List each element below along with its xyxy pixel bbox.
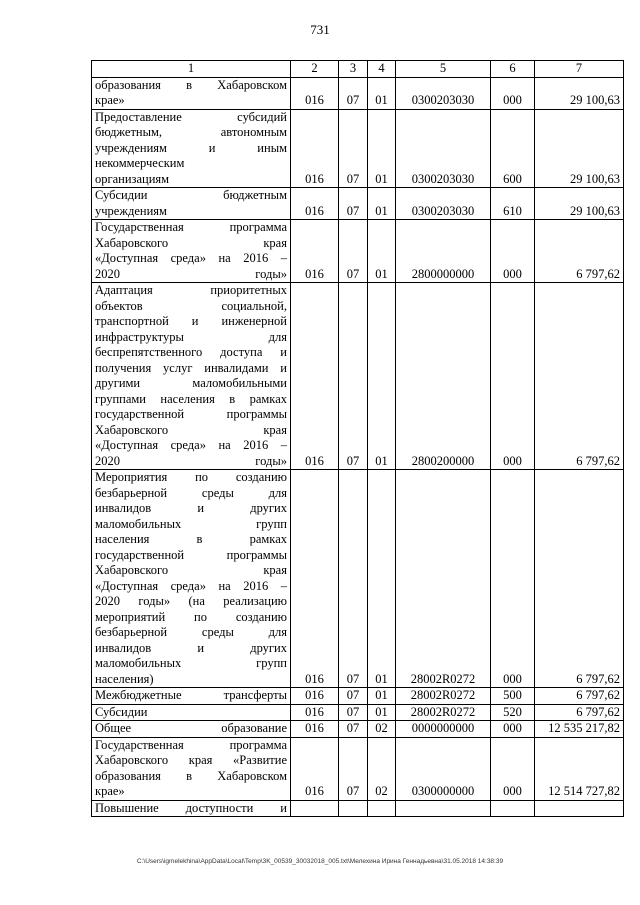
expense-type-code: 000 <box>491 470 535 688</box>
amount: 29 100,63 <box>535 77 624 109</box>
subsection-code: 01 <box>368 109 396 188</box>
table-row <box>92 721 624 738</box>
row-name-line: беспрепятственного доступа и <box>95 345 287 359</box>
section-code: 07 <box>339 109 368 188</box>
subsection-code: 01 <box>368 283 396 470</box>
row-name-line: безбарьерной среды для <box>95 625 287 639</box>
ministry-code: 016 <box>291 77 339 109</box>
row-name-line: населения в рамках <box>95 532 287 546</box>
column-header: 6 <box>491 61 535 78</box>
expense-type-code: 000 <box>491 721 535 738</box>
table-row <box>92 800 624 817</box>
row-name-line: крае» <box>95 93 125 107</box>
row-name-line: Адаптация приоритетных <box>95 283 287 297</box>
target-article-code: 28002R0272 <box>396 470 491 688</box>
row-name-line: бюджетным, автономным <box>95 125 287 139</box>
subsection-code: 01 <box>368 688 396 705</box>
row-name-line: получения услуг инвалидами и <box>95 360 287 375</box>
table-header-row <box>92 61 624 78</box>
subsection-code: 01 <box>368 188 396 220</box>
target-article-code: 2800000000 <box>396 220 491 283</box>
amount: 6 797,62 <box>535 220 624 283</box>
row-name-line: инфраструктуры для <box>95 329 287 344</box>
table-row <box>92 737 624 800</box>
table-row <box>92 220 624 283</box>
target-article-code <box>396 800 491 817</box>
row-name <box>92 688 291 705</box>
row-name-line: 2020 годы» <box>95 453 287 468</box>
row-name-line: Повышение доступности и <box>95 800 287 815</box>
target-article-code: 2800200000 <box>396 283 491 470</box>
row-name-line: государственной программы <box>95 407 287 421</box>
row-name <box>92 737 291 800</box>
ministry-code: 016 <box>291 188 339 220</box>
row-name-line: «Доступная среда» на 2016 – <box>95 438 287 452</box>
ministry-code: 016 <box>291 470 339 688</box>
amount: 12 514 727,82 <box>535 737 624 800</box>
page-number: 731 <box>310 22 330 37</box>
target-article-code: 0300203030 <box>396 109 491 188</box>
section-code <box>339 800 368 817</box>
section-code: 07 <box>339 77 368 109</box>
target-article-code: 28002R0272 <box>396 704 491 721</box>
amount <box>535 800 624 817</box>
amount: 6 797,62 <box>535 688 624 705</box>
row-name <box>92 109 291 188</box>
amount: 6 797,62 <box>535 704 624 721</box>
subsection-code: 01 <box>368 470 396 688</box>
row-name-line: мероприятий по созданию <box>95 609 287 624</box>
expense-type-code: 000 <box>491 77 535 109</box>
ministry-code: 016 <box>291 283 339 470</box>
target-article-code: 28002R0272 <box>396 688 491 705</box>
column-header: 4 <box>368 61 396 78</box>
row-name-line: Государственная программа <box>95 220 287 234</box>
table-row <box>92 283 624 470</box>
row-name-line: Субсидии <box>95 704 148 719</box>
subsection-code: 01 <box>368 220 396 283</box>
expense-type-code: 500 <box>491 688 535 705</box>
row-name-line: Хабаровского края <box>95 422 287 437</box>
row-name-line: транспортной и инженерной <box>95 314 287 328</box>
expense-type-code <box>491 800 535 817</box>
target-article-code: 0000000000 <box>396 721 491 738</box>
row-name-line: 2020 годы» (на реализацию <box>95 594 287 608</box>
row-name-line: Хабаровского края «Развитие <box>95 753 287 767</box>
row-name <box>92 188 291 220</box>
subsection-code: 01 <box>368 704 396 721</box>
table-row <box>92 704 624 721</box>
table-row <box>92 109 624 188</box>
row-name-line: инвалидов и других <box>95 640 287 655</box>
row-name-line: 2020 годы» <box>95 266 287 281</box>
subsection-code: 01 <box>368 77 396 109</box>
file-path-footer: C:\Users\igmelekhina\AppData\Local\Temp\3K_00539_30032018_005.txt\Мелехина Ирина Геннадьевна\31.05.2018 14:38:39 <box>136 858 504 865</box>
row-name <box>92 721 291 738</box>
row-name-line: населения) <box>95 671 154 686</box>
row-name-line: образования в Хабаровском <box>95 77 287 92</box>
row-name-line: Хабаровского края <box>95 235 287 250</box>
table-row <box>92 77 624 109</box>
row-name-line: инвалидов и других <box>95 501 287 515</box>
ministry-code <box>291 800 339 817</box>
subsection-code: 02 <box>368 737 396 800</box>
column-header: 7 <box>535 61 624 78</box>
section-code: 07 <box>339 737 368 800</box>
row-name-line: Межбюджетные трансферты <box>95 688 287 702</box>
ministry-code: 016 <box>291 109 339 188</box>
row-name-line: Хабаровского края <box>95 563 287 577</box>
row-name-line: «Доступная среда» на 2016 – <box>95 251 287 265</box>
ministry-code: 016 <box>291 721 339 738</box>
table-row <box>92 688 624 705</box>
expense-type-code: 000 <box>491 737 535 800</box>
section-code: 07 <box>339 220 368 283</box>
row-name-line: организациям <box>95 171 170 186</box>
table-row <box>92 188 624 220</box>
section-code: 07 <box>339 470 368 688</box>
expense-type-code: 600 <box>491 109 535 188</box>
row-name-line: некоммерческим <box>95 156 185 170</box>
column-header: 2 <box>291 61 339 78</box>
subsection-code <box>368 800 396 817</box>
budget-table <box>91 60 624 817</box>
expense-type-code: 000 <box>491 220 535 283</box>
expense-type-code: 610 <box>491 188 535 220</box>
ministry-code: 016 <box>291 220 339 283</box>
column-header: 5 <box>396 61 491 78</box>
row-name <box>92 704 291 721</box>
row-name <box>92 77 291 109</box>
section-code: 07 <box>339 721 368 738</box>
row-name-line: «Доступная среда» на 2016 – <box>95 578 287 593</box>
section-code: 07 <box>339 704 368 721</box>
amount: 29 100,63 <box>535 188 624 220</box>
row-name <box>92 470 291 688</box>
row-name-line: Субсидии бюджетным <box>95 188 287 202</box>
amount: 6 797,62 <box>535 283 624 470</box>
column-header: 1 <box>92 61 291 78</box>
column-header: 3 <box>339 61 368 78</box>
row-name <box>92 800 291 817</box>
row-name <box>92 220 291 283</box>
row-name-line: маломобильных групп <box>95 516 287 531</box>
section-code: 07 <box>339 188 368 220</box>
row-name-line: учреждениям <box>95 203 167 218</box>
row-name-line: группами населения в рамках <box>95 391 287 406</box>
row-name-line: государственной программы <box>95 547 287 562</box>
amount: 29 100,63 <box>535 109 624 188</box>
row-name-line: объектов социальной, <box>95 298 287 313</box>
row-name-line: Государственная программа <box>95 737 287 752</box>
section-code: 07 <box>339 688 368 705</box>
ministry-code: 016 <box>291 737 339 800</box>
target-article-code: 0300000000 <box>396 737 491 800</box>
expense-type-code: 000 <box>491 283 535 470</box>
row-name-line: Мероприятия по созданию <box>95 470 287 484</box>
subsection-code: 02 <box>368 721 396 738</box>
row-name-line: учреждениям и иным <box>95 140 287 155</box>
row-name-line: образования в Хабаровском <box>95 768 287 783</box>
ministry-code: 016 <box>291 688 339 705</box>
amount: 6 797,62 <box>535 470 624 688</box>
amount: 12 535 217,82 <box>535 721 624 738</box>
row-name <box>92 283 291 470</box>
section-code: 07 <box>339 283 368 470</box>
row-name-line: Общее образование <box>95 721 287 735</box>
target-article-code: 0300203030 <box>396 77 491 109</box>
expense-type-code: 520 <box>491 704 535 721</box>
row-name-line: крае» <box>95 784 125 798</box>
row-name-line: другими маломобильными <box>95 376 287 390</box>
table-row <box>92 470 624 688</box>
row-name-line: маломобильных групп <box>95 656 287 670</box>
ministry-code: 016 <box>291 704 339 721</box>
target-article-code: 0300203030 <box>396 188 491 220</box>
row-name-line: безбарьерной среды для <box>95 485 287 500</box>
row-name-line: Предоставление субсидий <box>95 109 287 124</box>
